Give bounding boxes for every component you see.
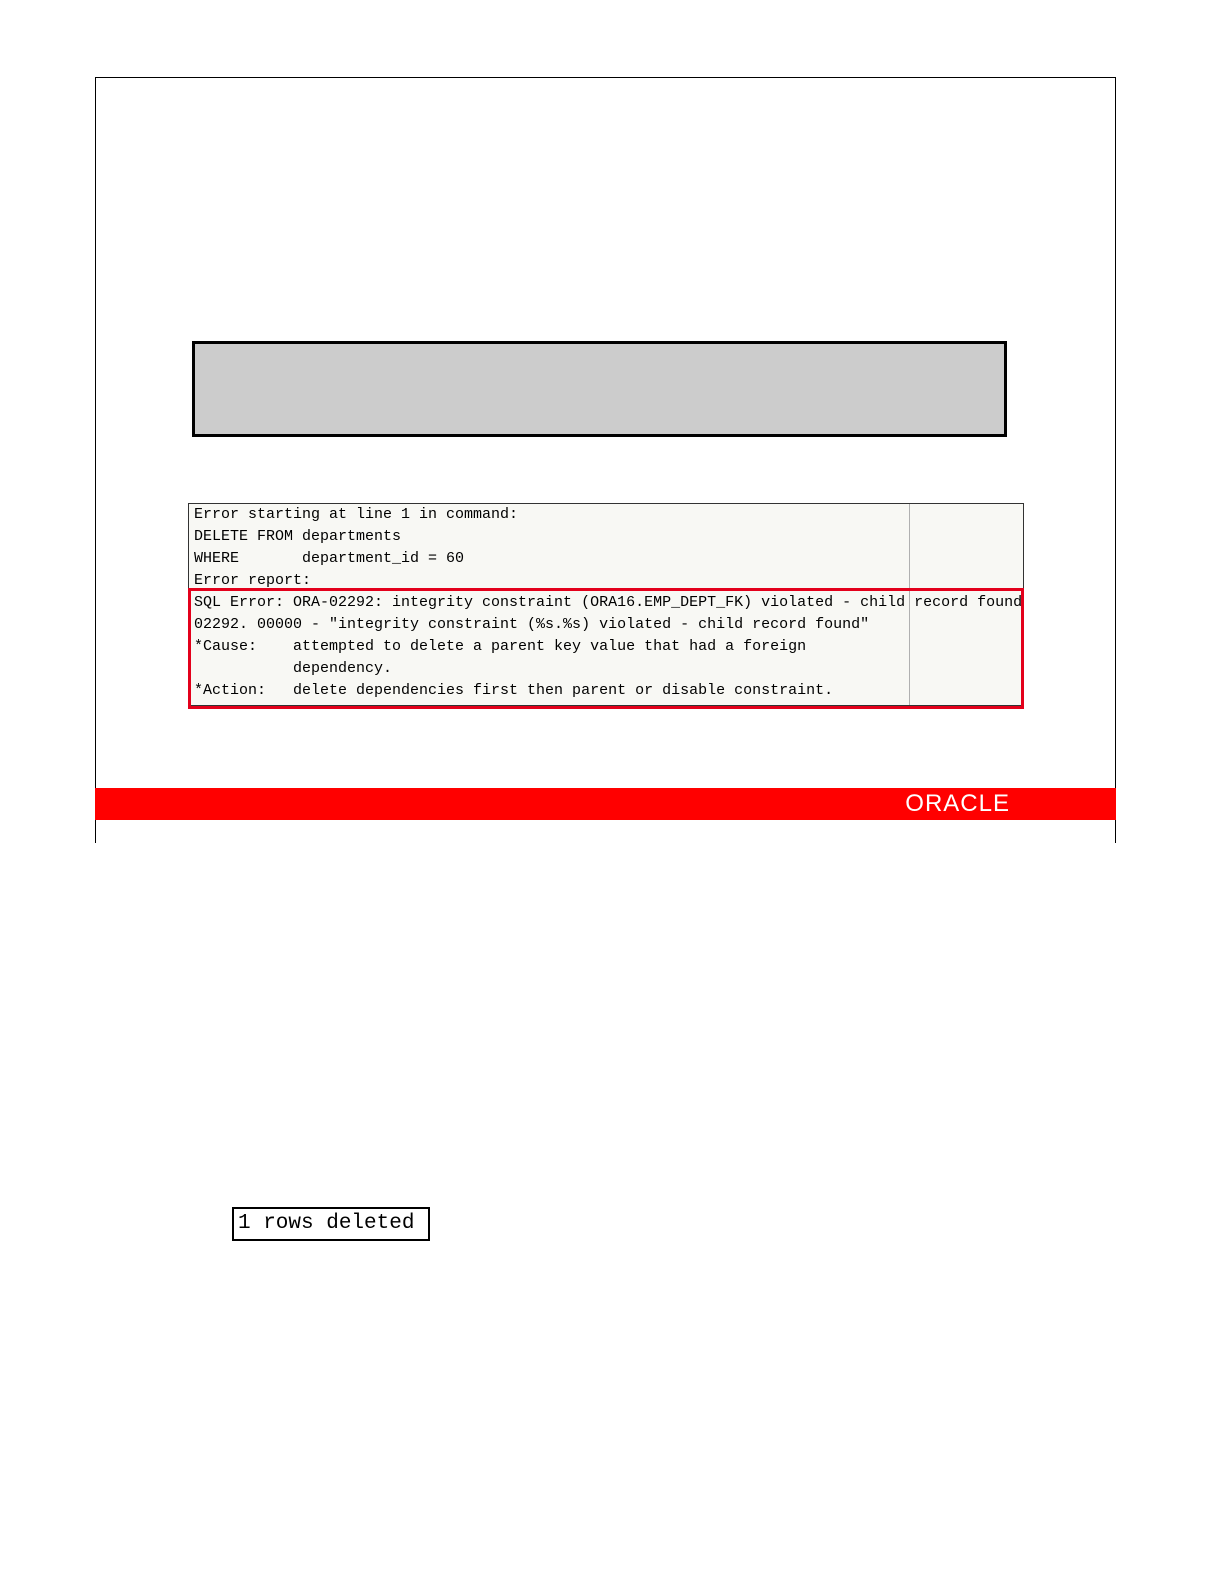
error-line: 02292. 00000 - "integrity constraint (%s.%s) violated - child record found" bbox=[194, 616, 870, 633]
slide-frame bbox=[95, 77, 1116, 843]
error-line: dependency. bbox=[194, 660, 393, 677]
error-line: Error starting at line 1 in command: bbox=[194, 506, 519, 523]
rows-deleted-result: 1 rows deleted bbox=[232, 1207, 430, 1241]
footer-bar bbox=[95, 788, 1116, 820]
error-highlight-box bbox=[188, 588, 1024, 709]
oracle-logo: ORACLE bbox=[905, 790, 1010, 817]
error-line: WHERE department_id = 60 bbox=[194, 550, 465, 567]
error-line: DELETE FROM departments bbox=[194, 528, 402, 545]
error-line: *Action: delete dependencies first then parent or disable constraint. bbox=[194, 682, 834, 699]
sql-statement-box bbox=[192, 341, 1007, 437]
error-line: *Cause: attempted to delete a parent key value that had a foreign bbox=[194, 638, 807, 655]
error-line: Error report: bbox=[194, 572, 312, 589]
error-line: SQL Error: ORA-02292: integrity constraint (ORA16.EMP_DEPT_FK) violated - child record found bbox=[194, 594, 1023, 611]
